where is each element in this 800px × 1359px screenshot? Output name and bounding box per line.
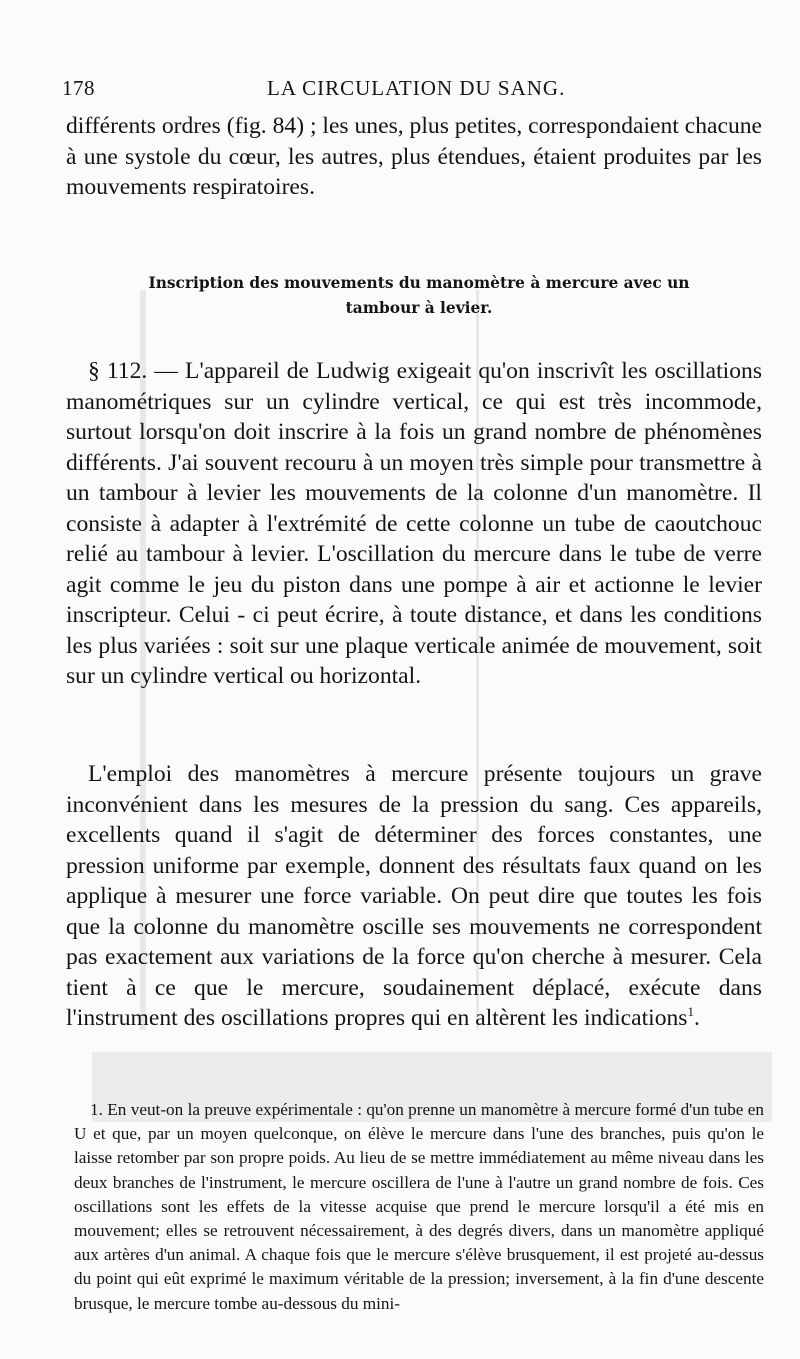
- paragraph-manometer-inconvenience: [66, 759, 762, 1034]
- footnote-marker: 1.: [90, 1100, 103, 1119]
- footnote-text: En veut-on la preuve expérimentale : qu'on prenne un manomètre à mercure formé d'un tube en U et que, par un moyen quelconque, on élève le mercure dans l'une des branches, puis qu'on le laisse retomber par son propre poids. Au lieu de se mettre immédiatement au même niveau dans les deux branches de l'instrument, le mercure oscillera de l'une à l'autre un grand nombre de fois. Ces oscillations sont les effets de la vitesse acquise que prend le mercure lorsqu'il a été mis en mouvement; elles se retrouvent nécessairement, à des degrés divers, dans un manomètre appliqué aux artères d'un animal. A chaque fois que le mercure s'élève brusquement, il est projeté au-dessus du point qui eût exprimé le maximum véritable de la pression; inversement, à la fin d'une descente brusque, le mercure tombe au-dessous du mini-: [74, 1100, 765, 1313]
- running-head: [62, 76, 762, 104]
- section-heading: [74, 271, 764, 321]
- paragraph-112-text: L'appareil de Ludwig exigeait qu'on inscrivît les oscillations manométriques sur un cylindre vertical, ce qui est très incommode, surtout lorsqu'on doit inscrire à la fois un grand nombre de phénomènes différents. J'ai souvent recouru à un moyen très simple pour transmettre à un tambour à levier les mouvements de la colonne d'un manomètre. Il consiste à adapter à l'extrémité de cette colonne un tube de caoutchouc relié au tambour à levier. L'oscillation du mercure dans le tube de verre agit comme le jeu du piston dans une pompe à air et actionne le levier inscripteur. Celui - ci peut écrire, à toute distance, et dans les conditions les plus variées : soit sur une plaque verticale animée de mouvement, soit sur un cylindre vertical ou horizontal.: [66, 358, 762, 689]
- paragraph-2-text: L'emploi des manomètres à mercure présente toujours un grave inconvénient dans les mesures de la pression du sang. Ces appareils, excellents quand il s'agit de déterminer des forces constantes, une pression uniforme par exemple, donnent des résultats faux quand on les applique à mesurer une force variable. On peut dire que toutes les fois que la colonne du manomètre oscille ses mouvements ne correspondent pas exactement aux variations de la force qu'on cherche à mesurer. Cela tient à ce que le mercure, soudainement déplacé, exécute dans l'instrument des oscillations propres qui en altèrent les indications: [66, 761, 762, 1031]
- opening-paragraph: différents ordres (fig. 84) ; les unes, plus petites, correspondaient chacune à une systole du cœur, les autres, plus étendues, étaient produites par les mouvements respiratoires.: [66, 113, 763, 200]
- paragraph-number: § 112. —: [88, 358, 178, 384]
- footnote-reference[interactable]: 1: [687, 1004, 694, 1020]
- footnote: [74, 1098, 764, 1316]
- paragraph-2-end: .: [694, 1005, 700, 1031]
- running-title: LA CIRCULATION DU SANG.: [267, 76, 566, 100]
- page-number: 178: [62, 76, 95, 100]
- paragraph-112: [66, 356, 762, 692]
- section-heading-line-1: Inscription des mouvements du manomètre à mercure avec un: [148, 274, 690, 292]
- section-heading-line-2: tambour à levier.: [345, 299, 493, 317]
